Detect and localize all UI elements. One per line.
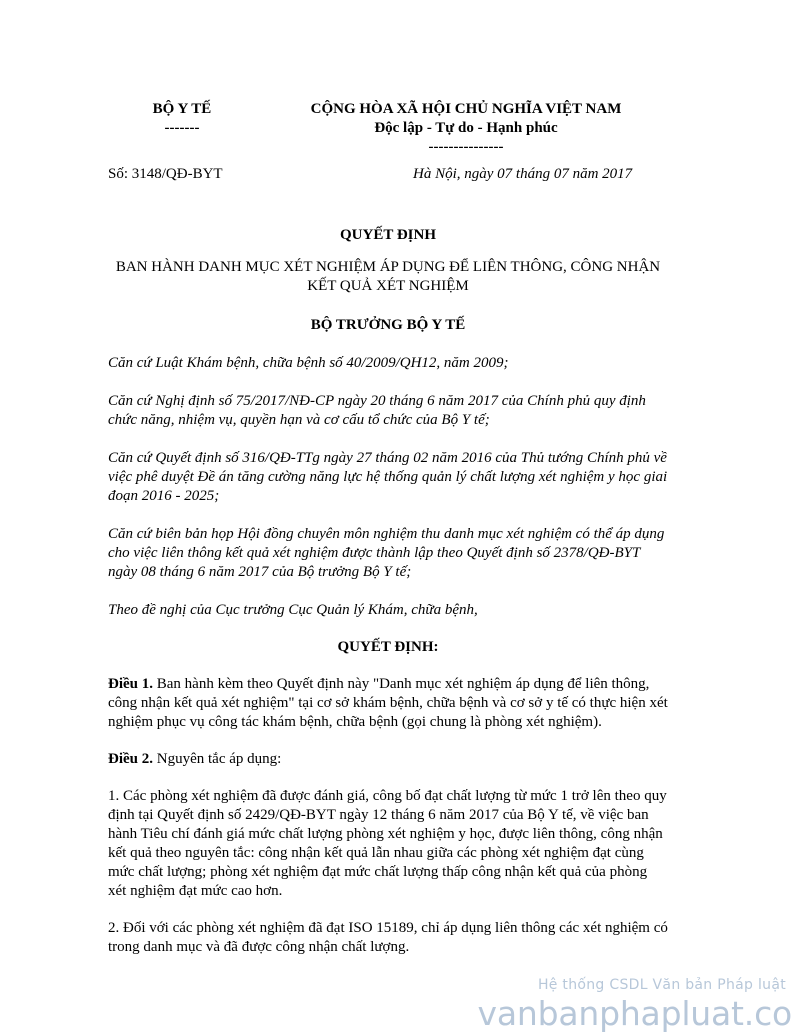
- legal-basis: Căn cứ Nghị định số 75/2017/NĐ-CP ngày 20 tháng 6 năm 2017 của Chính phủ quy định chức năng, nhiệm vụ, quyền hạn và cơ cấu tổ chức của Bộ Y tế;: [108, 393, 646, 428]
- agency-name: BỘ Y TẾ: [152, 101, 212, 117]
- legal-basis: Căn cứ Quyết định số 316/QĐ-TTg ngày 27 tháng 02 năm 2016 của Thủ tướng Chính phủ về việc phê duyệt Đề án tăng cường năng lực hệ thống quản lý chất lượng xét nghiệm y học giai đoạn 2016 - 2025;: [108, 450, 668, 504]
- document-header: [108, 100, 668, 158]
- place-date: Hà Nội, ngày 07 tháng 07 năm 2017: [413, 166, 633, 182]
- document-page: [108, 100, 668, 957]
- article-2-clause-1: 1. Các phòng xét nghiệm đã được đánh giá, công bố đạt chất lượng từ mức 1 trở lên theo quy định tại Quyết định số 2429/QĐ-BYT ngày 12 tháng 6 năm 2017 của Bộ Y tế, về việc ban hành Tiêu chí đánh giá mức chất lượng phòng xét nghiệm y học, được liên thông, công nhận kết quả theo nguyên tắc: công nhận kết quả lẫn nhau giữa các phòng xét nghiệm đạt cùng mức chất lượng; phòng xét nghiệm đạt mức chất lượng thấp công nhận kết quả của phòng xét nghiệm đạt mức cao hơn.: [108, 788, 667, 899]
- decide-heading: QUYẾT ĐỊNH:: [337, 639, 439, 655]
- national-block: [286, 100, 646, 157]
- watermark-domain: vanbanphapluat.co: [477, 994, 792, 1033]
- document-type: QUYẾT ĐỊNH: [340, 227, 436, 243]
- document-subject: BAN HÀNH DANH MỤC XÉT NGHIỆM ÁP DỤNG ĐỂ LIÊN THÔNG, CÔNG NHẬN KẾT QUẢ XÉT NGHIỆM: [115, 259, 661, 294]
- article-2-clause-2: 2. Đối với các phòng xét nghiệm đã đạt ISO 15189, chỉ áp dụng liên thông các xét nghiệm có trong danh mục và đã được công nhận chất lượng.: [108, 920, 668, 955]
- issuing-authority: BỘ TRƯỞNG BỘ Y TẾ: [310, 317, 466, 333]
- document-number: Số: 3148/QĐ-BYT: [108, 166, 223, 182]
- motto: Độc lập - Tự do - Hạnh phúc: [374, 120, 558, 136]
- site-watermark: [477, 977, 792, 1035]
- article-2-label: Điều 2.: [108, 751, 153, 767]
- article-1-text: Ban hành kèm theo Quyết định này "Danh mục xét nghiệm áp dụng để liên thông, công nhận kết quả xét nghiệm" tại cơ sở khám bệnh, chữa bệnh và cơ sở y tế có thực hiện xét nghiệm phục vụ công tác khám bệnh, chữa bệnh (gọi chung là phòng xét nghiệm).: [108, 676, 668, 730]
- legal-basis: Căn cứ biên bản họp Hội đồng chuyên môn nghiệm thu danh mục xét nghiệm có thể áp dụng cho việc liên thông kết quả xét nghiệm được thành lập theo Quyết định số 2378/QĐ-BYT ngày 08 tháng 6 năm 2017 của Bộ trưởng Bộ Y tế;: [108, 526, 665, 580]
- article-1: [108, 675, 668, 732]
- motto-rule: ---------------: [428, 139, 504, 155]
- legal-basis: Theo đề nghị của Cục trưởng Cục Quản lý Khám, chữa bệnh,: [108, 602, 478, 618]
- article-2-text: Nguyên tắc áp dụng:: [153, 751, 282, 767]
- watermark-caption: Hệ thống CSDL Văn bản Pháp luật: [537, 977, 786, 993]
- national-name: CỘNG HÒA XÃ HỘI CHỦ NGHĨA VIỆT NAM: [310, 101, 622, 117]
- article-2: [108, 750, 668, 769]
- document-meta: [108, 165, 668, 184]
- agency-block: [108, 100, 256, 138]
- article-1-label: Điều 1.: [108, 676, 153, 692]
- agency-rule: -------: [164, 120, 200, 136]
- legal-basis: Căn cứ Luật Khám bệnh, chữa bệnh số 40/2009/QH12, năm 2009;: [108, 355, 509, 371]
